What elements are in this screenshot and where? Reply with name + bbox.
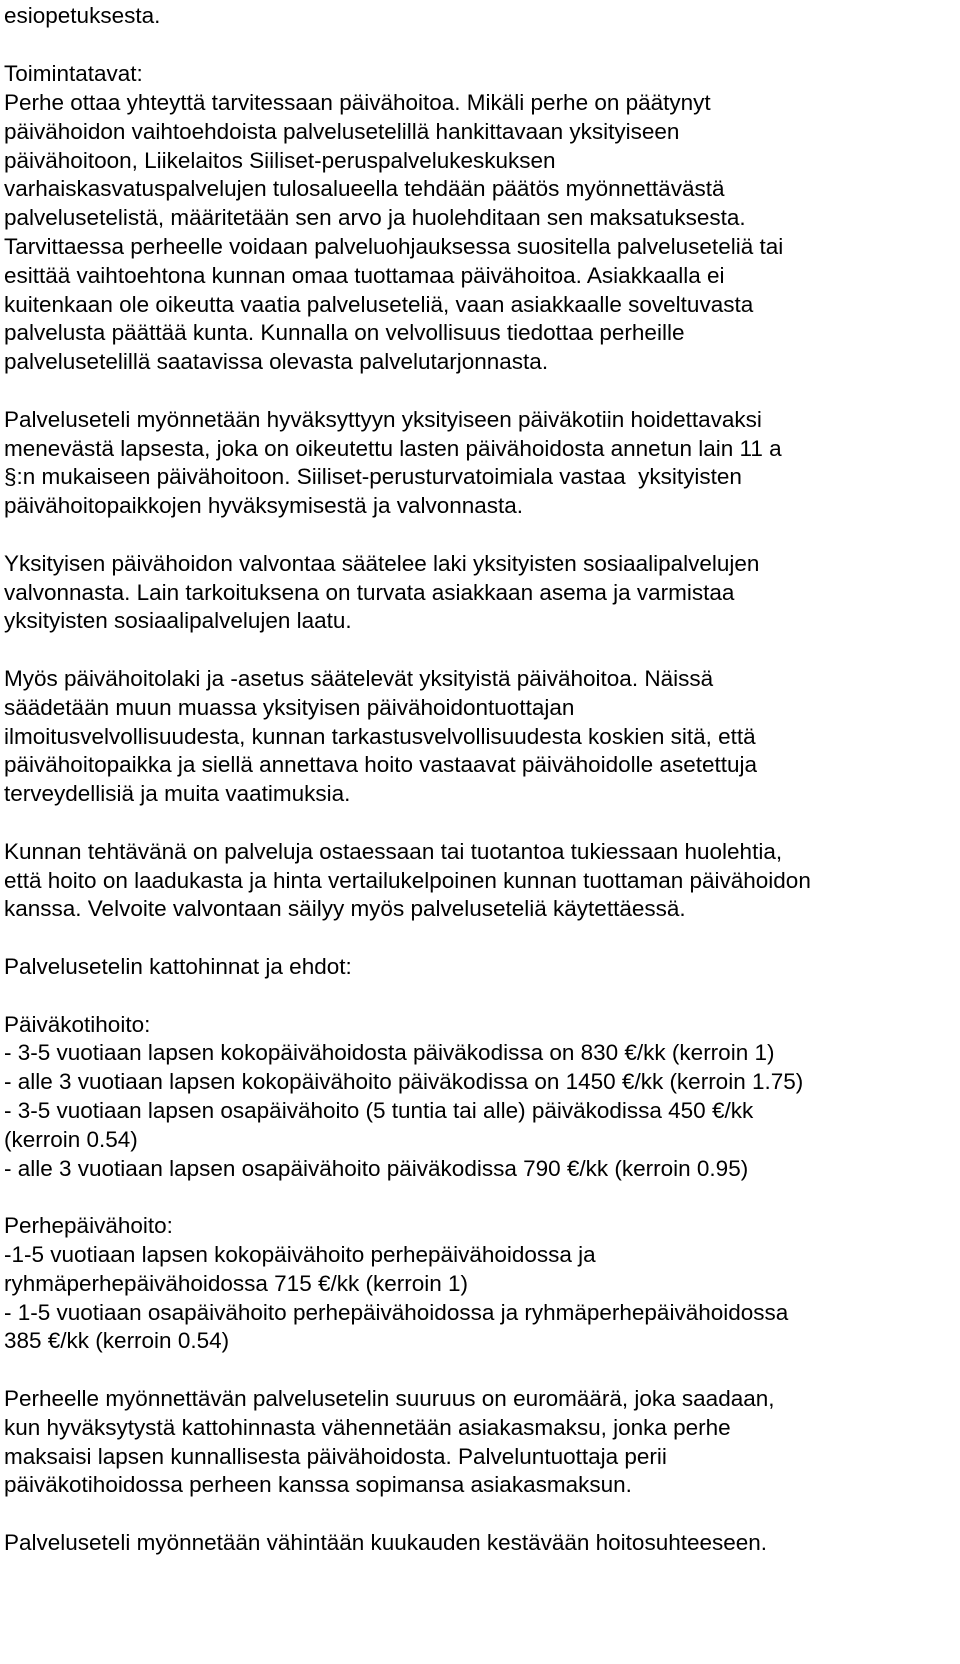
text-line: yksityisten sosiaalipalvelujen laatu. <box>4 608 352 633</box>
text-line: Myös päivähoitolaki ja -asetus säätelevät yksityistä päivähoitoa. Näissä <box>4 666 714 691</box>
text-line: Palveluseteli myönnetään vähintään kuukauden kestävään hoitosuhteeseen. <box>4 1530 768 1555</box>
text-line: että hoito on laadukasta ja hinta vertailukelpoinen kunnan tuottaman päivähoidon <box>4 868 811 893</box>
text-line: terveydellisiä ja muita vaatimuksia. <box>4 781 351 806</box>
text-line: päivähoidon vaihtoehdoista palvelusetelillä hankittavaan yksityiseen <box>4 119 680 144</box>
text-line: valvonnasta. Lain tarkoituksena on turvata asiakkaan asema ja varmistaa <box>4 580 735 605</box>
text-line: Tarvittaessa perheelle voidaan palveluohjauksessa suositella palveluseteliä tai <box>4 234 784 259</box>
text-line: varhaiskasvatuspalvelujen tulosalueella tehdään päätös myönnettävästä <box>4 176 725 201</box>
list-item: - 3-5 vuotiaan lapsen osapäivähoito (5 tuntia tai alle) päiväkodissa 450 €/kk <box>4 1098 754 1123</box>
list-item: - alle 3 vuotiaan lapsen kokopäivähoito päiväkodissa on 1450 €/kk (kerroin 1.75) <box>4 1069 804 1094</box>
text-line: esittää vaihtoehtona kunnan omaa tuottamaa päivähoitoa. Asiakkaalla ei <box>4 263 725 288</box>
list-item: 385 €/kk (kerroin 0.54) <box>4 1328 230 1353</box>
list-item: - 3-5 vuotiaan lapsen kokopäivähoidosta päiväkodissa on 830 €/kk (kerroin 1) <box>4 1040 775 1065</box>
section-heading: Päiväkotihoito: <box>4 1012 151 1037</box>
text-line: maksaisi lapsen kunnallisesta päivähoidosta. Palveluntuottaja perii <box>4 1444 667 1469</box>
list-item: ryhmäperhepäivähoidossa 715 €/kk (kerroin 1) <box>4 1271 468 1296</box>
text-line: ilmoitusvelvollisuudesta, kunnan tarkastusvelvollisuudesta koskien sitä, että <box>4 724 756 749</box>
text-line: kanssa. Velvoite valvontaan säilyy myös palveluseteliä käytettäessä. <box>4 896 686 921</box>
text-line: säädetään muun muassa yksityisen päivähoidontuottajan <box>4 695 575 720</box>
section-heading: Perhepäivähoito: <box>4 1213 173 1238</box>
text-line: kuitenkaan ole oikeutta vaatia palveluseteliä, vaan asiakkaalle soveltuvasta <box>4 292 754 317</box>
text-line: päivähoitopaikkojen hyväksymisestä ja valvonnasta. <box>4 493 524 518</box>
text-line: palvelusetelistä, määritetään sen arvo ja huolehditaan sen maksatuksesta. <box>4 205 746 230</box>
list-item: - alle 3 vuotiaan lapsen osapäivähoito päiväkodissa 790 €/kk (kerroin 0.95) <box>4 1156 749 1181</box>
text-line: esiopetuksesta. <box>4 3 161 28</box>
list-item: (kerroin 0.54) <box>4 1127 138 1152</box>
text-line: Perhe ottaa yhteyttä tarvitessaan päivähoitoa. Mikäli perhe on päätynyt <box>4 90 711 115</box>
list-item: - 1-5 vuotiaan osapäivähoito perhepäivähoidossa ja ryhmäperhepäivähoidossa <box>4 1300 789 1325</box>
section-heading: Palvelusetelin kattohinnat ja ehdot: <box>4 954 352 979</box>
text-line: päivähoitopaikka ja siellä annettava hoito vastaavat päivähoidolle asetettuja <box>4 752 758 777</box>
text-line: §:n mukaiseen päivähoitoon. Siiliset-perusturvatoimiala vastaa yksityisten <box>4 464 742 489</box>
text-line: Palveluseteli myönnetään hyväksyttyyn yksityiseen päiväkotiin hoidettavaksi <box>4 407 762 432</box>
list-item: -1-5 vuotiaan lapsen kokopäivähoito perhepäivähoidossa ja <box>4 1242 596 1267</box>
section-heading: Toimintatavat: <box>4 61 143 86</box>
text-line: päiväkotihoidossa perheen kanssa sopimansa asiakasmaksun. <box>4 1472 632 1497</box>
text-line: Perheelle myönnettävän palvelusetelin suuruus on euromäärä, joka saadaan, <box>4 1386 775 1411</box>
text-line: menevästä lapsesta, joka on oikeutettu lasten päivähoidosta annetun lain 11 a <box>4 436 782 461</box>
text-line: päivähoitoon, Liikelaitos Siiliset-peruspalvelukeskuksen <box>4 148 556 173</box>
text-line: Yksityisen päivähoidon valvontaa säätelee laki yksityisten sosiaalipalvelujen <box>4 551 760 576</box>
text-line: palvelusta päättää kunta. Kunnalla on velvollisuus tiedottaa perheille <box>4 320 685 345</box>
text-line: kun hyväksytystä kattohinnasta vähennetään asiakasmaksu, jonka perhe <box>4 1415 731 1440</box>
text-line: palvelusetelillä saatavissa olevasta palvelutarjonnasta. <box>4 349 549 374</box>
text-line: Kunnan tehtävänä on palveluja ostaessaan tai tuotantoa tukiessaan huolehtia, <box>4 839 783 864</box>
